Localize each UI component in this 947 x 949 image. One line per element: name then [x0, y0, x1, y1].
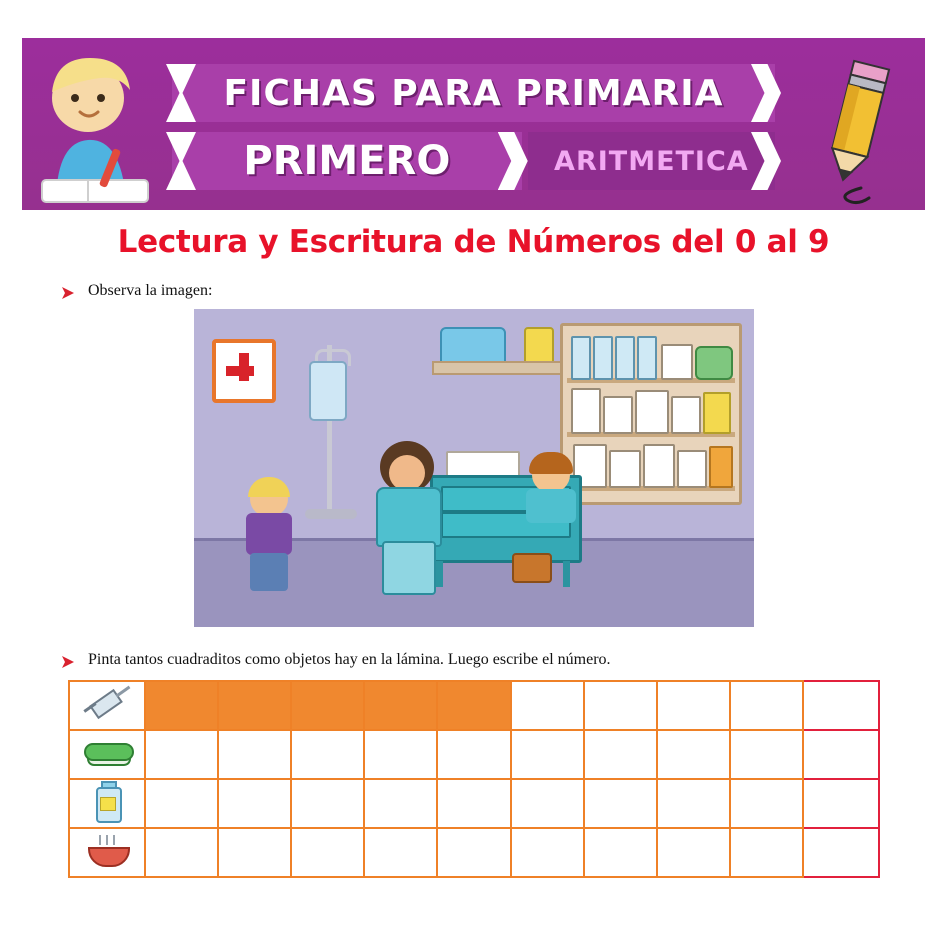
count-cell[interactable]	[657, 828, 730, 877]
count-cell[interactable]	[291, 681, 364, 730]
illustration-clinic-scene	[194, 309, 754, 627]
instruction-paint	[60, 651, 947, 670]
table-row	[69, 730, 879, 779]
row-icon-syringe	[69, 681, 145, 730]
count-cell[interactable]	[511, 828, 584, 877]
answer-cell[interactable]	[803, 730, 879, 779]
count-cell[interactable]	[145, 828, 218, 877]
count-cell[interactable]	[730, 681, 803, 730]
count-cell[interactable]	[584, 828, 657, 877]
stool-icon	[512, 553, 552, 583]
subject-label: ARITMETICA	[554, 145, 749, 177]
student-boy-writing-icon	[28, 48, 158, 208]
count-cell[interactable]	[657, 779, 730, 828]
row-icon-soup-bowl	[69, 828, 145, 877]
count-cell[interactable]	[291, 828, 364, 877]
banner-title: FICHAS PARA PRIMARIA	[223, 72, 724, 114]
red-diamond-bullet-icon	[60, 285, 76, 301]
count-cell[interactable]	[364, 681, 437, 730]
count-cell[interactable]	[657, 681, 730, 730]
count-cell[interactable]	[218, 730, 291, 779]
count-cell[interactable]	[584, 730, 657, 779]
grade-ribbon	[172, 132, 522, 190]
count-cell[interactable]	[291, 730, 364, 779]
subject-ribbon	[528, 132, 775, 190]
answer-cell[interactable]	[803, 779, 879, 828]
header-banner	[22, 38, 925, 210]
medicine-shelf-icon	[560, 323, 742, 505]
count-cell[interactable]	[657, 730, 730, 779]
instruction-observe	[60, 282, 947, 301]
red-diamond-bullet-icon	[60, 654, 76, 670]
count-cell[interactable]	[218, 779, 291, 828]
count-cell[interactable]	[437, 828, 510, 877]
count-cell[interactable]	[145, 730, 218, 779]
count-cell[interactable]	[730, 828, 803, 877]
banner-ribbons	[172, 58, 775, 196]
syringe-icon	[81, 684, 133, 722]
banner-subtitle-row	[172, 132, 775, 190]
banner-title-ribbon	[172, 64, 775, 122]
count-cell[interactable]	[511, 779, 584, 828]
table-row	[69, 828, 879, 877]
count-cell[interactable]	[364, 779, 437, 828]
count-cell[interactable]	[437, 681, 510, 730]
count-cell[interactable]	[218, 828, 291, 877]
boy-patient-left-icon	[242, 481, 294, 591]
count-cell[interactable]	[364, 730, 437, 779]
count-cell[interactable]	[437, 730, 510, 779]
count-cell[interactable]	[730, 779, 803, 828]
boy-patient-right-icon	[524, 457, 578, 529]
medicine-bottle-icon	[94, 781, 120, 821]
count-cell[interactable]	[145, 779, 218, 828]
table-row	[69, 681, 879, 730]
count-cell[interactable]	[145, 681, 218, 730]
instruction-text: Pinta tantos cuadraditos como objetos hay en la lámina. Luego escribe el número.	[88, 651, 611, 668]
row-icon-petri-dish	[69, 730, 145, 779]
grade-label: PRIMERO	[243, 138, 451, 184]
nurse-character-icon	[370, 441, 446, 591]
count-cell[interactable]	[584, 681, 657, 730]
pencil-icon	[805, 46, 915, 206]
wall-shelf-icon	[432, 361, 566, 375]
count-cell[interactable]	[291, 779, 364, 828]
soup-bowl-icon	[85, 835, 129, 865]
count-cell[interactable]	[364, 828, 437, 877]
count-cell[interactable]	[584, 779, 657, 828]
instruction-text: Observa la imagen:	[88, 282, 213, 299]
page-title: Lectura y Escritura de Números del 0 al 9	[117, 224, 830, 260]
count-cell[interactable]	[437, 779, 510, 828]
count-cell[interactable]	[730, 730, 803, 779]
table-row	[69, 779, 879, 828]
count-cell[interactable]	[218, 681, 291, 730]
petri-dish-icon	[84, 739, 130, 765]
counting-table	[68, 680, 880, 878]
medical-cross-sign-icon	[212, 339, 276, 403]
count-cell[interactable]	[511, 681, 584, 730]
iv-stand-icon	[299, 345, 359, 541]
count-cell[interactable]	[511, 730, 584, 779]
row-icon-medicine-bottle	[69, 779, 145, 828]
answer-cell[interactable]	[803, 828, 879, 877]
answer-cell[interactable]	[803, 681, 879, 730]
